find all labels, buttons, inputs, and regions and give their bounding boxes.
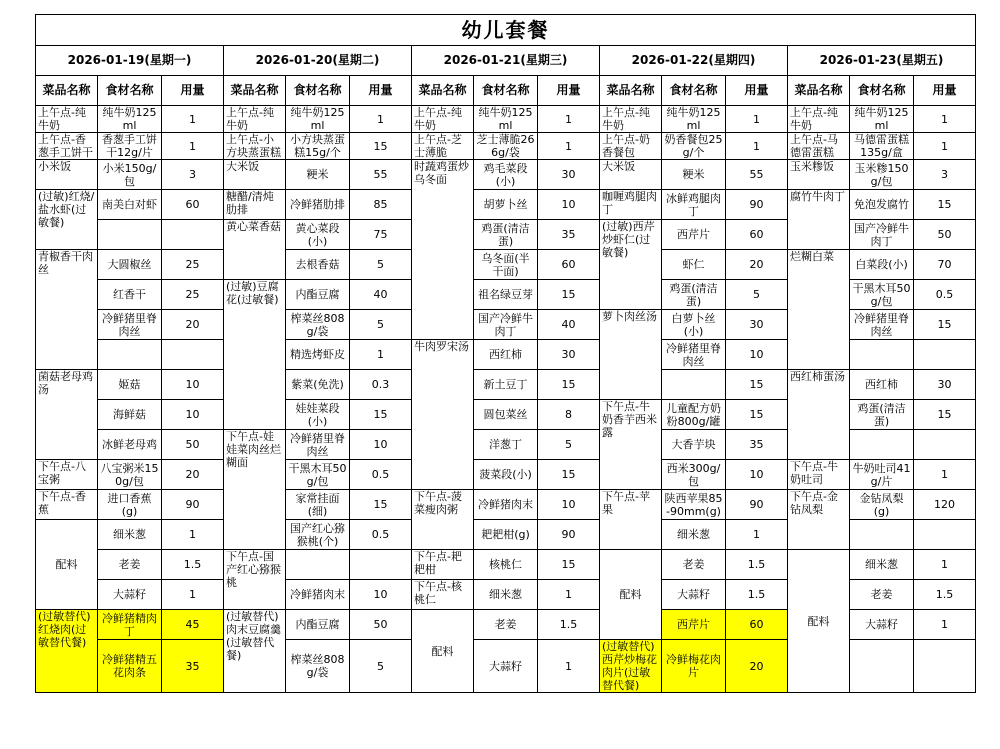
food-qty: 55 [350,160,412,190]
food-qty: 15 [726,400,788,430]
food-qty: 15 [350,400,412,430]
food-name: 国产冷鲜牛肉丁 [850,220,914,250]
food-name: 冰鲜老母鸡 [98,430,162,460]
food-name: 西芹片 [662,220,726,250]
food-qty: 1 [162,580,224,610]
food-name: 鸡毛菜段(小) [474,160,538,190]
food-qty: 60 [726,610,788,640]
food-name: 黄心菜段(小) [286,220,350,250]
food-qty [162,340,224,370]
dish-name: 上午点-马德雷蛋糕 [788,133,850,160]
food-qty: 1 [350,106,412,133]
food-name: 西米300g/包 [662,460,726,490]
food-qty: 60 [162,190,224,220]
dish-name: 牛肉罗宋汤 [412,340,474,490]
dish-name: 西红柿蛋汤 [788,370,850,460]
food-qty: 40 [350,280,412,310]
food-name: 干黑木耳50g/包 [850,280,914,310]
food-name: 老姜 [98,550,162,580]
food-qty: 10 [162,400,224,430]
food-name: 耙耙柑(g) [474,520,538,550]
food-header: 食材名称 [662,76,726,106]
food-name: 精选烤虾皮 [286,340,350,370]
dish-name: 下午点-香蕉 [36,490,98,520]
dish-name: 上午点-小方块蒸蛋糕 [224,133,286,160]
food-qty: 75 [350,220,412,250]
food-name: 纯牛奶125ml [286,106,350,133]
dish-name: 下午点-牛奶香芋西米露 [600,400,662,490]
dish-name: 咖喱鸡腿肉丁 [600,190,662,220]
food-qty: 35 [538,220,600,250]
dish-name: 糖醋/清炖肋排 [224,190,286,220]
food-qty: 15 [538,280,600,310]
dish-name: (过敏替代)西芹炒梅花肉片(过敏替代餐) [600,640,662,693]
food-name: 老姜 [662,550,726,580]
food-qty: 1 [538,133,600,160]
food-name: 冷鲜猪肉末 [474,490,538,520]
food-qty: 10 [350,580,412,610]
food-qty: 0.3 [350,370,412,400]
food-name: 细米葱 [850,550,914,580]
food-name: 南美白对虾 [98,190,162,220]
dish-name: 大米饭 [224,160,286,190]
food-name: 大香芋块 [662,430,726,460]
food-header: 食材名称 [98,76,162,106]
food-qty: 1 [726,106,788,133]
food-qty: 25 [162,250,224,280]
dish-name: 上午点-纯牛奶 [600,106,662,133]
dish-name: 配料 [412,610,474,693]
food-qty: 3 [162,160,224,190]
food-name: 细米葱 [98,520,162,550]
food-name: 小方块蒸蛋糕15g/个 [286,133,350,160]
dish-name: 上午点-纯牛奶 [412,106,474,133]
food-qty: 15 [726,370,788,400]
food-name: 老姜 [850,580,914,610]
dish-name: 上午点-纯牛奶 [788,106,850,133]
food-name [850,520,914,550]
food-qty: 90 [726,190,788,220]
food-name: 冷鲜猪里脊肉丝 [850,310,914,340]
food-name: 玉米糁150g/包 [850,160,914,190]
dish-name: 上午点-纯牛奶 [36,106,98,133]
food-name: 牛奶吐司41g/片 [850,460,914,490]
food-qty: 20 [726,640,788,693]
food-qty: 1 [538,640,600,693]
food-qty: 1 [726,133,788,160]
food-qty: 1 [914,550,976,580]
dish-name: 下午点-娃娃菜肉丝烂糊面 [224,430,286,550]
food-name: 核桃仁 [474,550,538,580]
food-name: 细米葱 [474,580,538,610]
food-name [850,430,914,460]
qty-header: 用量 [538,76,600,106]
food-qty: 20 [162,310,224,340]
qty-header: 用量 [350,76,412,106]
food-qty: 1 [162,106,224,133]
table-row [36,460,976,490]
food-qty: 45 [162,610,224,640]
food-name: 西芹片 [662,610,726,640]
food-qty [350,550,412,580]
dish-name: 大米饭 [600,160,662,190]
qty-header: 用量 [162,76,224,106]
food-qty: 15 [538,370,600,400]
food-qty: 30 [726,310,788,340]
food-name: 洋葱丁 [474,430,538,460]
food-name: 胡萝卜丝 [474,190,538,220]
dish-name: 下午点-菠菜瘦肉粥 [412,490,474,550]
food-qty: 50 [162,430,224,460]
food-qty: 15 [914,400,976,430]
dish-name: 配料 [788,550,850,693]
food-name [286,550,350,580]
food-name: 大蒜籽 [850,610,914,640]
food-qty: 30 [538,340,600,370]
food-qty: 60 [538,250,600,280]
food-qty: 60 [726,220,788,250]
food-qty: 10 [538,490,600,520]
food-header: 食材名称 [286,76,350,106]
dish-name: 下午点-苹果 [600,490,662,550]
dish-header: 菜品名称 [224,76,286,106]
food-qty: 1 [914,460,976,490]
food-qty: 90 [726,490,788,520]
food-name: 冷鲜猪肉末 [286,580,350,610]
food-name: 鸡蛋(清洁蛋) [850,400,914,430]
food-qty [914,520,976,550]
food-name: 细米葱 [662,520,726,550]
dish-name: 上午点-奶香餐包 [600,133,662,160]
food-name: 进口香蕉(g) [98,490,162,520]
dish-name: 上午点-香葱手工饼干 [36,133,98,160]
food-qty [914,430,976,460]
dish-name: 下午点-八宝粥 [36,460,98,490]
dish-name: 下午点-核桃仁 [412,580,474,610]
food-name: 红香干 [98,280,162,310]
food-qty: 1 [538,106,600,133]
food-qty [162,220,224,250]
food-name: 马德雷蛋糕135g/盒 [850,133,914,160]
dish-header: 菜品名称 [36,76,98,106]
food-qty: 10 [726,460,788,490]
food-name [850,640,914,693]
food-name: 内酯豆腐 [286,280,350,310]
food-name: 大蒜籽 [662,580,726,610]
food-qty: 1.5 [914,580,976,610]
food-qty: 1.5 [162,550,224,580]
dish-name: 下午点-牛奶吐司 [788,460,850,490]
food-name: 金钻凤梨(g) [850,490,914,520]
day-date: 2026-01-19(星期一) [36,46,224,76]
food-qty: 1.5 [726,550,788,580]
food-name: 圆包菜丝 [474,400,538,430]
food-qty: 1 [350,340,412,370]
food-name: 冷鲜梅花肉片 [662,640,726,693]
food-qty: 35 [162,640,224,693]
food-name: 芝士薄脆266g/袋 [474,133,538,160]
food-qty: 20 [726,250,788,280]
food-qty: 1 [914,133,976,160]
food-qty: 40 [538,310,600,340]
food-name: 冷鲜猪里脊肉丝 [662,340,726,370]
food-qty: 35 [726,430,788,460]
table-row [36,370,976,400]
food-name: 冷鲜猪精肉丁 [98,610,162,640]
food-name: 内酯豆腐 [286,610,350,640]
table-row [36,160,976,190]
food-qty: 25 [162,280,224,310]
food-qty: 10 [538,190,600,220]
qty-header: 用量 [726,76,788,106]
food-qty: 10 [162,370,224,400]
food-qty: 90 [538,520,600,550]
food-qty: 1 [726,520,788,550]
dish-name: 烂糊白菜 [788,250,850,370]
day-date: 2026-01-20(星期二) [224,46,412,76]
food-name: 大圆椒丝 [98,250,162,280]
food-name: 纯牛奶125ml [474,106,538,133]
food-name: 大蒜籽 [474,640,538,693]
food-name [98,340,162,370]
food-name: 儿童配方奶粉800g/罐 [662,400,726,430]
food-name: 白萝卜丝(小) [662,310,726,340]
food-qty: 15 [538,550,600,580]
day-date: 2026-01-21(星期三) [412,46,600,76]
dish-name: (过敏替代)红烧肉(过敏替代餐) [36,610,98,693]
table-row [36,133,976,160]
qty-header: 用量 [914,76,976,106]
dish-name: 时蔬鸡蛋炒乌冬面 [412,160,474,340]
table-row [36,550,976,580]
table-row [36,490,976,520]
food-name: 榨菜丝808g/袋 [286,640,350,693]
dish-name: 青椒香干肉丝 [36,250,98,370]
food-qty: 8 [538,400,600,430]
food-name [850,340,914,370]
food-qty: 15 [538,460,600,490]
food-name: 老姜 [474,610,538,640]
food-name: 虾仁 [662,250,726,280]
food-name: 免泡发腐竹 [850,190,914,220]
dish-name: 下午点-金钻凤梨 [788,490,850,550]
food-qty: 5 [350,640,412,693]
food-qty: 5 [726,280,788,310]
food-name: 祖名绿豆芽 [474,280,538,310]
dish-name: 玉米糁饭 [788,160,850,190]
food-name: 粳米 [662,160,726,190]
food-name: 姬菇 [98,370,162,400]
food-qty: 15 [914,190,976,220]
dish-name: (过敏)豆腐花(过敏餐) [224,280,286,430]
food-qty: 1 [162,520,224,550]
table-row [36,190,976,220]
food-qty: 5 [350,310,412,340]
food-qty: 50 [914,220,976,250]
food-name: 家常挂面(细) [286,490,350,520]
food-name: 冷鲜猪肋排 [286,190,350,220]
food-qty: 1 [914,106,976,133]
food-qty: 70 [914,250,976,280]
food-qty: 5 [538,430,600,460]
food-qty: 1.5 [726,580,788,610]
table-row [36,250,976,280]
food-name: 菠菜段(小) [474,460,538,490]
food-qty: 50 [350,610,412,640]
dish-name: 下午点-国产红心猕猴桃 [224,550,286,610]
food-name: 乌冬面(半干面) [474,250,538,280]
food-qty: 15 [914,310,976,340]
food-name: 八宝粥米150g/包 [98,460,162,490]
food-qty: 30 [914,370,976,400]
food-name: 国产冷鲜牛肉丁 [474,310,538,340]
food-qty: 10 [726,340,788,370]
food-name: 陕西苹果85-90mm(g) [662,490,726,520]
dish-name: 配料 [36,520,98,610]
food-qty [914,340,976,370]
food-qty: 0.5 [350,520,412,550]
food-qty: 10 [350,430,412,460]
food-name: 西红柿 [850,370,914,400]
dish-header: 菜品名称 [788,76,850,106]
dish-name: 黄心菜香菇 [224,220,286,280]
dish-name: (过敏替代)肉末豆腐羹(过敏替代餐) [224,610,286,693]
food-qty: 1.5 [538,610,600,640]
food-qty: 5 [350,250,412,280]
dish-name: 小米饭 [36,160,98,190]
food-qty: 1 [538,580,600,610]
food-name: 冷鲜猪里脊肉丝 [286,430,350,460]
food-header: 食材名称 [850,76,914,106]
food-name: 紫菜(免洗) [286,370,350,400]
dish-name: 下午点-耙耙柑 [412,550,474,580]
food-name: 粳米 [286,160,350,190]
food-name: 白菜段(小) [850,250,914,280]
food-qty: 15 [350,490,412,520]
menu-table [35,14,976,693]
sheet-title: 幼儿套餐 [36,15,976,46]
food-qty: 15 [350,133,412,160]
day-date: 2026-01-23(星期五) [788,46,976,76]
food-qty: 55 [726,160,788,190]
food-name: 奶香餐包25g/个 [662,133,726,160]
food-name: 冰鲜鸡腿肉丁 [662,190,726,220]
dish-header: 菜品名称 [600,76,662,106]
food-qty: 120 [914,490,976,520]
food-name [98,220,162,250]
dish-name: (过敏)西芹炒虾仁(过敏餐) [600,220,662,310]
dish-name: 配料 [600,550,662,640]
food-qty: 3 [914,160,976,190]
food-name: 香葱手工饼干12g/片 [98,133,162,160]
food-name: 鸡蛋(清洁蛋) [474,220,538,250]
food-name: 娃娃菜段(小) [286,400,350,430]
table-row [36,106,976,133]
food-qty: 0.5 [350,460,412,490]
food-qty [914,640,976,693]
dish-name: (过敏)红烧/盐水虾(过敏餐) [36,190,98,250]
menu-sheet [35,14,976,693]
food-qty: 0.5 [914,280,976,310]
food-qty: 1 [162,133,224,160]
day-date: 2026-01-22(星期四) [600,46,788,76]
food-name: 纯牛奶125ml [850,106,914,133]
food-name: 榨菜丝808g/袋 [286,310,350,340]
food-header: 食材名称 [474,76,538,106]
food-name: 新土豆丁 [474,370,538,400]
food-qty: 85 [350,190,412,220]
dish-header: 菜品名称 [412,76,474,106]
food-name: 鸡蛋(清洁蛋) [662,280,726,310]
food-name: 去根香菇 [286,250,350,280]
dish-name: 萝卜肉丝汤 [600,310,662,400]
dish-name: 上午点-纯牛奶 [224,106,286,133]
food-qty: 30 [538,160,600,190]
dish-name: 腐竹牛肉丁 [788,190,850,250]
food-name: 海鲜菇 [98,400,162,430]
food-name: 国产红心猕猴桃(个) [286,520,350,550]
food-name: 干黑木耳50g/包 [286,460,350,490]
food-name: 冷鲜猪精五花肉条 [98,640,162,693]
food-name: 西红柿 [474,340,538,370]
food-qty: 1 [914,610,976,640]
food-name: 小米150g/包 [98,160,162,190]
food-name: 大蒜籽 [98,580,162,610]
dish-name: 上午点-芝士薄脆 [412,133,474,160]
food-name: 纯牛奶125ml [662,106,726,133]
food-name: 纯牛奶125ml [98,106,162,133]
food-name [662,370,726,400]
dish-name: 菌菇老母鸡汤 [36,370,98,460]
food-name: 冷鲜猪里脊肉丝 [98,310,162,340]
food-qty: 90 [162,490,224,520]
food-qty: 20 [162,460,224,490]
